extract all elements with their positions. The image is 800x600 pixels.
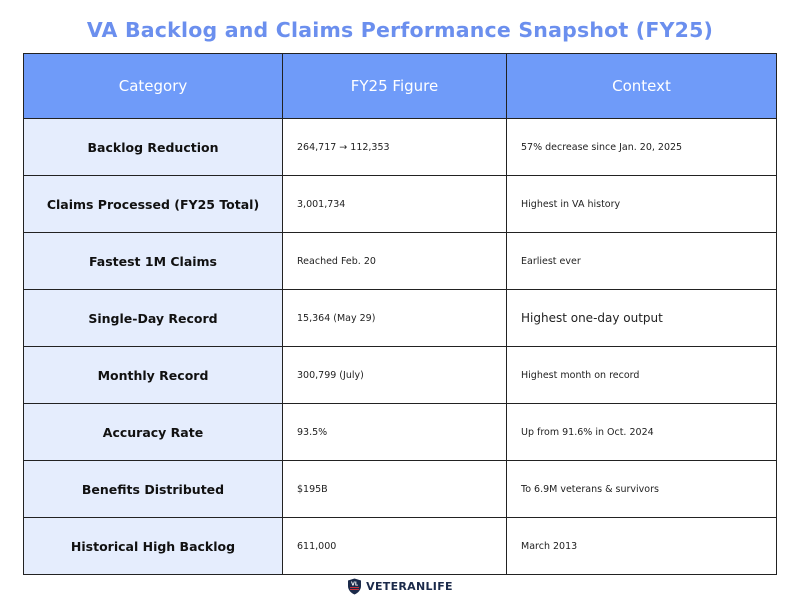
column-header-figure: FY25 Figure (283, 54, 507, 119)
category-cell: Benefits Distributed (24, 461, 283, 518)
logo-text: VETERANLIFE (366, 580, 453, 593)
context-cell: March 2013 (507, 518, 777, 575)
context-cell: Highest month on record (507, 347, 777, 404)
table-row (24, 233, 777, 290)
category-cell: Backlog Reduction (24, 119, 283, 176)
context-cell: Up from 91.6% in Oct. 2024 (507, 404, 777, 461)
claims-performance-table (23, 53, 777, 575)
context-cell: Highest one-day output (507, 290, 777, 347)
table-row (24, 404, 777, 461)
table-row (24, 176, 777, 233)
table-row (24, 290, 777, 347)
category-cell: Single-Day Record (24, 290, 283, 347)
figure-cell: 15,364 (May 29) (283, 290, 507, 347)
context-cell: To 6.9M veterans & survivors (507, 461, 777, 518)
table-row (24, 119, 777, 176)
category-cell: Fastest 1M Claims (24, 233, 283, 290)
shield-icon (347, 578, 362, 595)
figure-cell: 3,001,734 (283, 176, 507, 233)
page-title: VA Backlog and Claims Performance Snapshot (FY25) (86, 18, 714, 42)
context-cell: Highest in VA history (507, 176, 777, 233)
category-cell: Accuracy Rate (24, 404, 283, 461)
context-cell: 57% decrease since Jan. 20, 2025 (507, 119, 777, 176)
column-header-category: Category (24, 54, 283, 119)
veteranlife-logo[interactable] (0, 578, 800, 595)
table-header-row (24, 54, 777, 119)
logo-badge-text: VL (351, 581, 359, 588)
figure-cell: 611,000 (283, 518, 507, 575)
category-cell: Claims Processed (FY25 Total) (24, 176, 283, 233)
table-row (24, 461, 777, 518)
figure-cell: 93.5% (283, 404, 507, 461)
column-header-context: Context (507, 54, 777, 119)
figure-cell: 300,799 (July) (283, 347, 507, 404)
table-row (24, 347, 777, 404)
figure-cell: Reached Feb. 20 (283, 233, 507, 290)
figure-cell: $195B (283, 461, 507, 518)
context-cell: Earliest ever (507, 233, 777, 290)
category-cell: Monthly Record (24, 347, 283, 404)
category-cell: Historical High Backlog (24, 518, 283, 575)
table-row (24, 518, 777, 575)
figure-cell: 264,717 → 112,353 (283, 119, 507, 176)
